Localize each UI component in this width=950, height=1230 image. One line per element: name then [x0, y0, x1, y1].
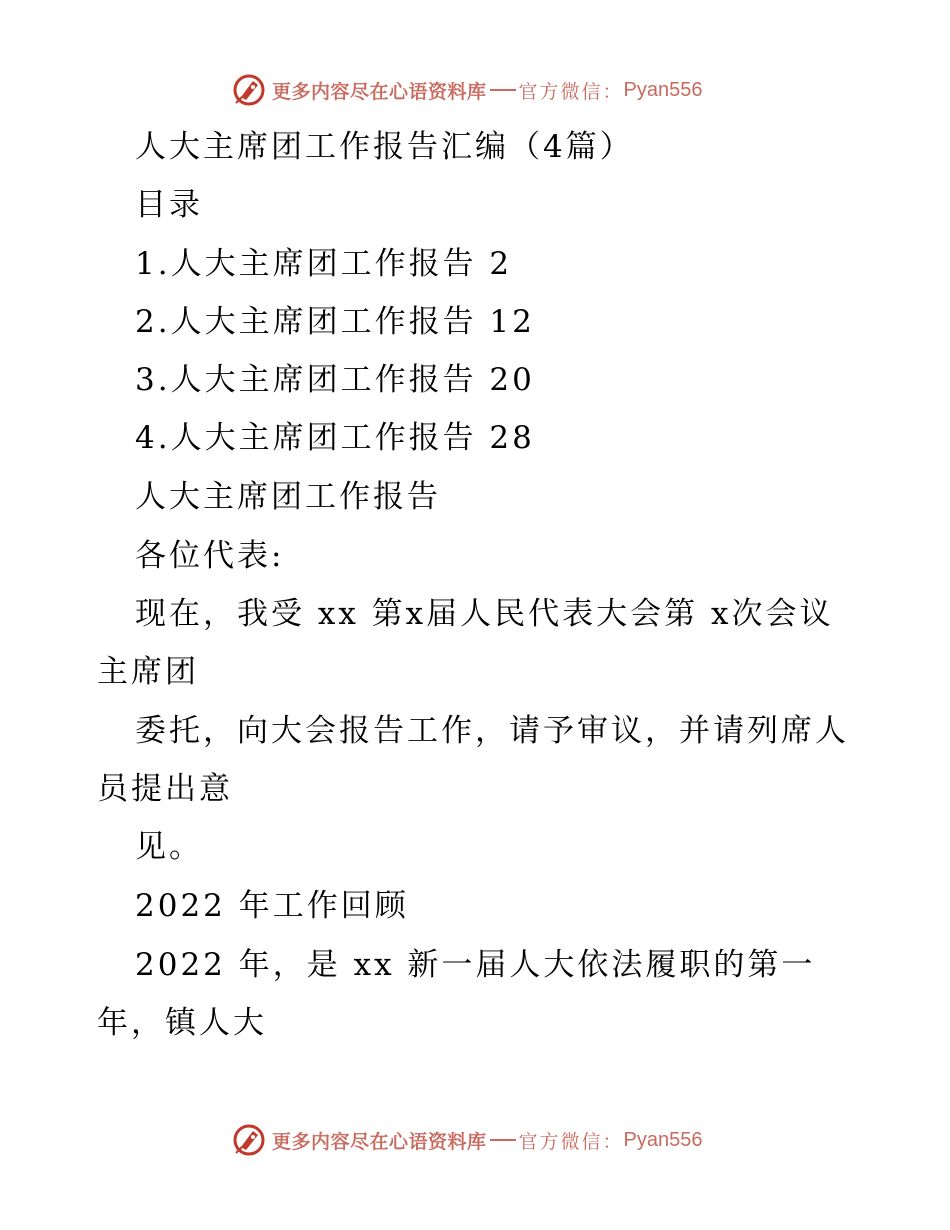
footer-watermark-banner — [232, 1120, 703, 1160]
banner-dash — [490, 1139, 516, 1141]
toc-item: 1.人大主席团工作报告 2 — [135, 246, 513, 282]
banner-wechat-id: Pyan556 — [623, 78, 703, 101]
section-title: 人大主席团工作报告 — [135, 479, 441, 515]
body-paragraph-line: 委托，向大会报告工作，请予审议，并请列席人 — [135, 713, 849, 749]
subsection-heading: 2022 年工作回顾 — [135, 888, 409, 924]
body-paragraph-line: 2022 年，是 xx 新一届人大依法履职的第一 — [135, 947, 816, 983]
toc-item: 2.人大主席团工作报告 12 — [135, 304, 535, 340]
salutation: 各位代表: — [135, 538, 285, 574]
document-title: 人大主席团工作报告汇编（4篇） — [135, 129, 634, 165]
body-paragraph-line: 现在，我受 xx 第x届人民代表大会第 x次会议 — [135, 596, 834, 632]
body-paragraph-line: 见。 — [135, 829, 203, 865]
toc-item: 3.人大主席团工作报告 20 — [135, 362, 535, 398]
toc-heading: 目录 — [135, 187, 203, 223]
banner-wechat-label: 官方微信： — [518, 80, 624, 103]
body-paragraph-line: 主席团 — [97, 654, 199, 690]
body-paragraph-line: 员提出意 — [97, 771, 233, 807]
banner-main-text: 更多内容尽在心语资料库 — [272, 1130, 487, 1153]
pen-nib-logo-icon — [232, 73, 266, 107]
body-paragraph-line: 年，镇人大 — [97, 1005, 267, 1041]
banner-wechat-id: Pyan556 — [623, 1128, 703, 1151]
pen-nib-logo-icon — [232, 1123, 266, 1157]
toc-item: 4.人大主席团工作报告 28 — [135, 420, 535, 456]
banner-wechat-label: 官方微信： — [518, 1130, 624, 1153]
banner-dash — [490, 89, 516, 91]
header-watermark-banner — [232, 70, 703, 110]
banner-main-text: 更多内容尽在心语资料库 — [272, 80, 487, 103]
